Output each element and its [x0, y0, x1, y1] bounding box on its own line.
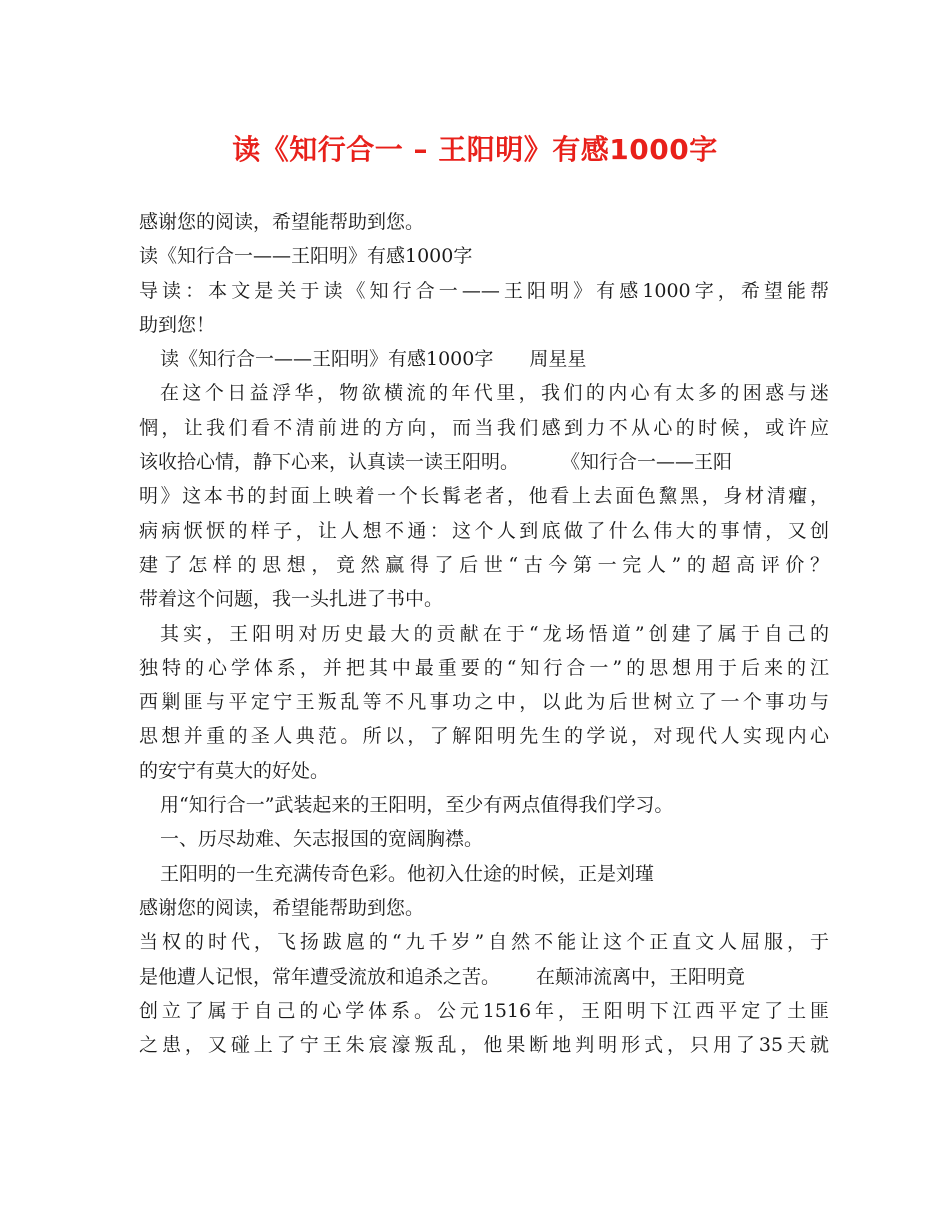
text-line: 创立了属于自己的心学体系。公元1516年，王阳明下江西平定了土匪	[139, 999, 829, 1022]
text-line: 之患，又碰上了宁王朱宸濠叛乱，他果断地判明形式，只用了35天就	[139, 1034, 829, 1057]
text-line: 明》这本书的封面上映着一个长髯老者，他看上去面色黧黑，身材清癯，	[139, 485, 829, 508]
document-title: 读《知行合一 – 王阳明》有感1000字	[232, 133, 718, 166]
text-line: 感谢您的阅读，希望能帮助到您。	[139, 896, 425, 919]
text-line: 用“知行合一”武装起来的王阳明，至少有两点值得我们学习。	[160, 794, 674, 817]
text-line: 带着这个问题，我一头扎进了书中。	[139, 588, 444, 611]
text-line: 导读：本文是关于读《知行合一——王阳明》有感1000字，希望能帮	[139, 279, 829, 302]
text-line: 一、历尽劫难、矢志报国的宽阔胸襟。	[160, 828, 484, 851]
text-line: 西剿匪与平定宁王叛乱等不凡事功之中，以此为后世树立了一个事功与	[139, 691, 829, 714]
text-line: 建了怎样的思想，竟然赢得了后世“古今第一完人”的超高评价？	[139, 553, 829, 576]
text-line: 读《知行合一——王阳明》有感1000字	[139, 245, 473, 268]
text-line: 惘，让我们看不清前进的方向，而当我们感到力不从心的时候，或许应	[139, 416, 829, 439]
text-line: 思想并重的圣人典范。所以，了解阳明先生的学说，对现代人实现内心	[139, 725, 829, 748]
author-name: 周星星	[529, 348, 587, 371]
text-line: 在这个日益浮华，物欲横流的年代里，我们的内心有太多的困惑与迷	[160, 382, 829, 405]
text-line: 该收拾心情，静下心来，认真读一读王阳明。 《知行合一——王阳	[139, 451, 733, 474]
document-body	[139, 205, 829, 1062]
text-line: 读《知行合一——王阳明》有感1000字 周星星	[160, 348, 587, 371]
text-line: 感谢您的阅读，希望能帮助到您。	[139, 211, 425, 233]
text-line: 独特的心学体系，并把其中最重要的“知行合一”的思想用于后来的江	[139, 656, 829, 679]
text-line: 其实，王阳明对历史最大的贡献在于“龙场悟道”创建了属于自己的	[160, 622, 829, 645]
text-line: 的安宁有莫大的好处。	[139, 759, 330, 782]
text-line: 当权的时代，飞扬跋扈的“九千岁”自然不能让这个正直文人屈服，于	[139, 931, 829, 954]
text-line: 王阳明的一生充满传奇色彩。他初入仕途的时候，正是刘瑾	[160, 862, 655, 885]
text-line: 助到您！	[139, 313, 216, 336]
text-line: 是他遭人记恨，常年遭受流放和追杀之苦。 在颠沛流离中，王阳明竟	[139, 965, 746, 988]
text-line: 病病恹恹的样子，让人想不通：这个人到底做了什么伟大的事情，又创	[139, 519, 829, 542]
